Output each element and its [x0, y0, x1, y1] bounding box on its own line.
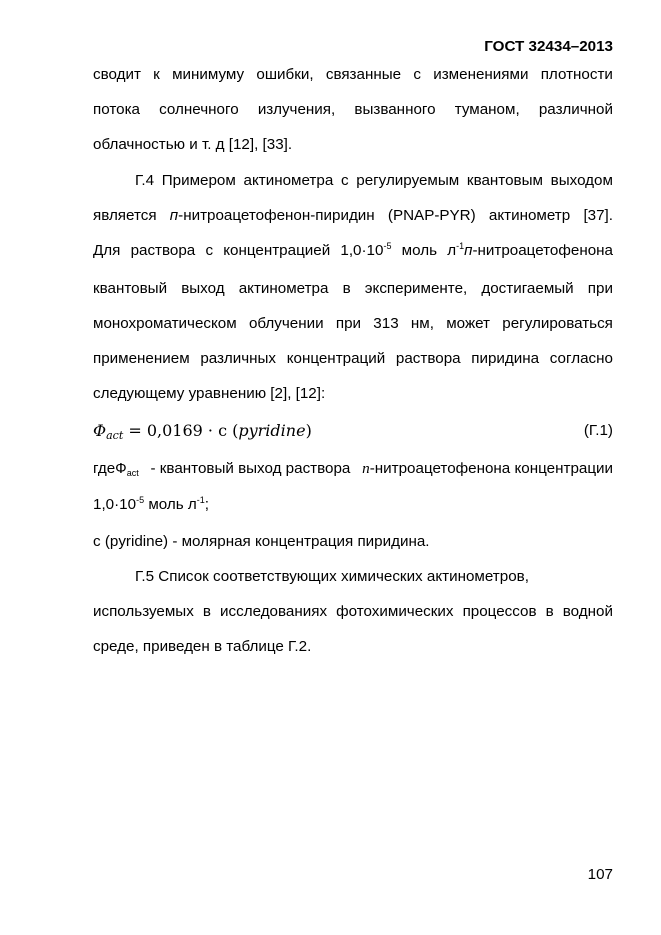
concentration: $1,0\cdot 10^{-5}$ — [340, 241, 392, 259]
word: (PNAP-PYR) — [387, 207, 476, 224]
word: Примером — [161, 172, 236, 189]
word: эксперименте, — [364, 280, 468, 297]
word: вызванного — [354, 101, 436, 118]
page-number: 107 — [587, 866, 613, 883]
p2-line1 — [135, 172, 613, 190]
formula-number: (Г.1) — [583, 422, 613, 439]
word: Для — [93, 242, 121, 259]
word: различных — [200, 350, 276, 367]
word: регулируемым — [356, 172, 460, 189]
word: при — [335, 315, 362, 332]
word: раствора — [130, 242, 196, 259]
word: квантовым — [466, 172, 543, 189]
p3-line2 — [93, 603, 613, 621]
word: в — [202, 603, 211, 620]
word: фотохимических — [336, 603, 454, 620]
word: исследованиях — [220, 603, 328, 620]
word: в — [342, 280, 351, 297]
word: является — [93, 207, 157, 224]
p2-line2 — [93, 207, 613, 225]
word: концентрацией — [223, 242, 331, 259]
p1-line2 — [93, 101, 613, 119]
formula: $\Phi_{act} = 0,0169 \cdot c$ (pyridine) — [93, 421, 312, 442]
p2-line4 — [93, 280, 613, 298]
word: концентраций — [286, 350, 386, 367]
word: используемых — [93, 603, 194, 620]
word: сводит — [93, 66, 141, 83]
word: актинометра — [238, 280, 329, 297]
p2-line5 — [93, 315, 613, 333]
word: с — [413, 66, 421, 83]
word: актинометра — [243, 172, 334, 189]
word: п-нитроацетофенона концентрации — [362, 460, 613, 477]
word: монохроматическом — [93, 315, 237, 332]
word: моль — [401, 242, 438, 259]
word: пиридина — [471, 350, 540, 367]
word: водной — [562, 603, 613, 620]
word: ошибки, — [256, 66, 314, 83]
word: потока — [93, 101, 140, 118]
where-line3: с (pyridine) - молярная концентрация пиридина. — [93, 533, 430, 550]
word: [37]. — [583, 207, 613, 224]
p3-line1: Г.5 Список соответствующих химических актинометров, — [135, 568, 529, 585]
p3-line3: среде, приведен в таблице Г.2. — [93, 638, 312, 655]
word: может — [446, 315, 491, 332]
word: облучении — [248, 315, 324, 332]
word: минимуму — [172, 66, 245, 83]
where-line1 — [93, 460, 613, 478]
word: при — [587, 280, 613, 297]
where-line2: $1,0\cdot 10^{-5}$ моль $л^{-1}$; — [93, 495, 209, 513]
p2-line3 — [93, 242, 613, 260]
word: изменениями — [433, 66, 529, 83]
word: в — [545, 603, 554, 620]
word: выходом — [550, 172, 613, 189]
word: выход — [181, 280, 225, 297]
document-code: ГОСТ 32434–2013 — [484, 38, 613, 55]
p1-line3: облачностью и т. д [12], [33]. — [93, 136, 293, 153]
p2-line6 — [93, 350, 613, 368]
p2-line7: следующему уравнению [2], [12]: — [93, 385, 326, 402]
word: квантовый — [93, 280, 168, 297]
word: - квантовый выход раствора — [150, 460, 351, 477]
word: к — [153, 66, 160, 83]
word: гдеФ$_{act}$ — [93, 460, 139, 478]
word: солнечного — [159, 101, 239, 118]
word: регулироваться — [502, 315, 613, 332]
word: 313 — [373, 315, 399, 332]
word: плотности — [540, 66, 613, 83]
word: нм, — [410, 315, 434, 332]
word: с — [340, 172, 349, 189]
word: связанные — [325, 66, 402, 83]
word: актинометр — [488, 207, 571, 224]
word: процессов — [462, 603, 537, 620]
word: раствора — [395, 350, 461, 367]
word: согласно — [549, 350, 613, 367]
word: с — [205, 242, 214, 259]
word: излучения, — [257, 101, 336, 118]
unit-and-compound: $л^{-1}п$-нитроацетофенона — [447, 241, 613, 259]
word: различной — [538, 101, 613, 118]
p1-line1 — [93, 66, 613, 84]
word: достигаемый — [481, 280, 574, 297]
word: туманом, — [454, 101, 520, 118]
word: применением — [93, 350, 190, 367]
word: п-нитроацетофенон-пиридин — [169, 207, 375, 224]
word: Г.4 — [135, 172, 155, 189]
